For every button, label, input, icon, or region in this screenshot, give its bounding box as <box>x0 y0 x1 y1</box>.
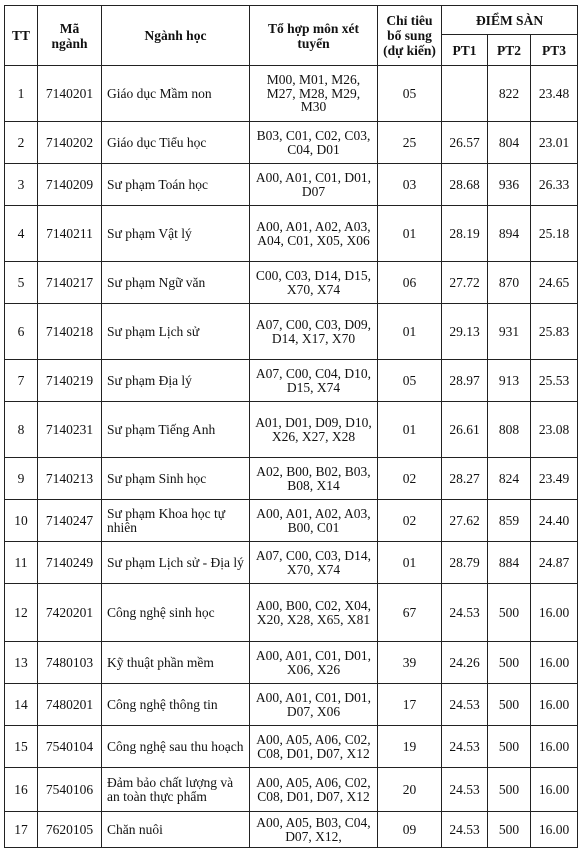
row-pt2: 500 <box>488 812 531 848</box>
row-code: 7140201 <box>38 66 102 122</box>
row-pt3: 23.48 <box>531 66 578 122</box>
row-combo: B03, C01, C02, C03, C04, D01 <box>250 122 378 164</box>
table-row <box>5 500 578 542</box>
row-pt2: 804 <box>488 122 531 164</box>
row-pt3: 16.00 <box>531 642 578 684</box>
row-pt3: 23.49 <box>531 458 578 500</box>
header-pt1: PT1 <box>442 35 488 66</box>
row-name: Sư phạm Khoa học tự nhiên <box>102 500 250 542</box>
row-code: 7140202 <box>38 122 102 164</box>
row-name: Công nghệ thông tin <box>102 684 250 726</box>
row-pt2: 500 <box>488 642 531 684</box>
row-name: Sư phạm Lịch sử - Địa lý <box>102 542 250 584</box>
row-combo: M00, M01, M26, M27, M28, M29, M30 <box>250 66 378 122</box>
row-name: Sư phạm Sinh học <box>102 458 250 500</box>
row-code: 7620105 <box>38 812 102 848</box>
row-tt: 2 <box>5 122 38 164</box>
table-row <box>5 542 578 584</box>
row-pt3: 24.40 <box>531 500 578 542</box>
row-quota: 01 <box>378 206 442 262</box>
row-code: 7540106 <box>38 768 102 812</box>
row-pt2: 500 <box>488 768 531 812</box>
row-code: 7140247 <box>38 500 102 542</box>
row-pt3: 25.83 <box>531 304 578 360</box>
row-combo: A00, A05, A06, C02, C08, D01, D07, X12 <box>250 768 378 812</box>
table-row <box>5 768 578 812</box>
row-name: Công nghệ sinh học <box>102 584 250 642</box>
row-pt1 <box>442 66 488 122</box>
row-quota: 02 <box>378 500 442 542</box>
row-quota: 67 <box>378 584 442 642</box>
table-row <box>5 684 578 726</box>
row-pt2: 936 <box>488 164 531 206</box>
row-combo: A02, B00, B02, B03, B08, X14 <box>250 458 378 500</box>
row-tt: 9 <box>5 458 38 500</box>
row-quota: 05 <box>378 360 442 402</box>
row-code: 7140219 <box>38 360 102 402</box>
row-combo: A07, C00, C03, D09, D14, X17, X70 <box>250 304 378 360</box>
row-quota: 01 <box>378 304 442 360</box>
table-row <box>5 402 578 458</box>
row-pt1: 28.97 <box>442 360 488 402</box>
row-name: Sư phạm Lịch sử <box>102 304 250 360</box>
row-quota: 25 <box>378 122 442 164</box>
row-pt3: 26.33 <box>531 164 578 206</box>
row-name: Đảm bảo chất lượng và an toàn thực phẩm <box>102 768 250 812</box>
row-tt: 5 <box>5 262 38 304</box>
table-row <box>5 726 578 768</box>
row-tt: 7 <box>5 360 38 402</box>
row-tt: 4 <box>5 206 38 262</box>
row-tt: 14 <box>5 684 38 726</box>
row-pt2: 884 <box>488 542 531 584</box>
row-pt1: 24.53 <box>442 726 488 768</box>
row-quota: 17 <box>378 684 442 726</box>
row-name: Sư phạm Toán học <box>102 164 250 206</box>
row-pt2: 500 <box>488 726 531 768</box>
table-row <box>5 812 578 848</box>
row-name: Sư phạm Địa lý <box>102 360 250 402</box>
row-tt: 3 <box>5 164 38 206</box>
row-pt1: 24.53 <box>442 684 488 726</box>
row-quota: 01 <box>378 542 442 584</box>
header-pt2: PT2 <box>488 35 531 66</box>
row-pt1: 24.26 <box>442 642 488 684</box>
row-pt3: 25.18 <box>531 206 578 262</box>
row-tt: 13 <box>5 642 38 684</box>
table-row <box>5 458 578 500</box>
row-combo: A00, A01, C01, D01, D07, X06 <box>250 684 378 726</box>
row-combo: A00, A01, A02, A03, A04, C01, X05, X06 <box>250 206 378 262</box>
row-combo: A00, A01, C01, D01, X06, X26 <box>250 642 378 684</box>
row-pt1: 28.19 <box>442 206 488 262</box>
row-code: 7420201 <box>38 584 102 642</box>
row-tt: 6 <box>5 304 38 360</box>
row-quota: 03 <box>378 164 442 206</box>
row-pt3: 16.00 <box>531 726 578 768</box>
row-combo: A00, A01, A02, A03, B00, C01 <box>250 500 378 542</box>
row-name: Chăn nuôi <box>102 812 250 848</box>
row-tt: 10 <box>5 500 38 542</box>
row-pt3: 25.53 <box>531 360 578 402</box>
row-name: Sư phạm Ngữ văn <box>102 262 250 304</box>
row-tt: 17 <box>5 812 38 848</box>
row-pt2: 500 <box>488 584 531 642</box>
table-row <box>5 206 578 262</box>
table-row <box>5 122 578 164</box>
row-pt1: 28.27 <box>442 458 488 500</box>
row-tt: 11 <box>5 542 38 584</box>
row-tt: 16 <box>5 768 38 812</box>
header-nganh-hoc: Ngành học <box>102 6 250 66</box>
header-ma-nganh: Mã ngành <box>38 6 102 66</box>
row-pt1: 26.57 <box>442 122 488 164</box>
table-row <box>5 360 578 402</box>
row-pt1: 24.53 <box>442 812 488 848</box>
row-pt2: 500 <box>488 684 531 726</box>
row-name: Giáo dục Mầm non <box>102 66 250 122</box>
row-code: 7480103 <box>38 642 102 684</box>
row-quota: 09 <box>378 812 442 848</box>
header-row-top <box>5 6 578 35</box>
row-code: 7140218 <box>38 304 102 360</box>
row-pt3: 23.08 <box>531 402 578 458</box>
row-pt3: 16.00 <box>531 768 578 812</box>
row-pt2: 822 <box>488 66 531 122</box>
row-quota: 06 <box>378 262 442 304</box>
row-combo: A07, C00, C03, D14, X70, X74 <box>250 542 378 584</box>
row-pt1: 26.61 <box>442 402 488 458</box>
row-combo: A01, D01, D09, D10, X26, X27, X28 <box>250 402 378 458</box>
table-row <box>5 584 578 642</box>
row-code: 7140211 <box>38 206 102 262</box>
row-pt3: 16.00 <box>531 812 578 848</box>
admission-table-container <box>4 5 578 848</box>
row-code: 7540104 <box>38 726 102 768</box>
header-to-hop: Tổ hợp môn xét tuyển <box>250 6 378 66</box>
row-name: Sư phạm Vật lý <box>102 206 250 262</box>
row-quota: 02 <box>378 458 442 500</box>
table-row <box>5 304 578 360</box>
table-row <box>5 66 578 122</box>
table-row <box>5 642 578 684</box>
row-pt1: 27.62 <box>442 500 488 542</box>
row-combo: C00, C03, D14, D15, X70, X74 <box>250 262 378 304</box>
header-pt3: PT3 <box>531 35 578 66</box>
row-code: 7480201 <box>38 684 102 726</box>
row-pt2: 870 <box>488 262 531 304</box>
row-code: 7140249 <box>38 542 102 584</box>
row-tt: 8 <box>5 402 38 458</box>
row-pt2: 824 <box>488 458 531 500</box>
row-pt2: 931 <box>488 304 531 360</box>
row-combo: A00, A05, A06, C02, C08, D01, D07, X12 <box>250 726 378 768</box>
row-pt3: 16.00 <box>531 684 578 726</box>
row-name: Sư phạm Tiếng Anh <box>102 402 250 458</box>
row-pt1: 28.79 <box>442 542 488 584</box>
row-combo: A00, B00, C02, X04, X20, X28, X65, X81 <box>250 584 378 642</box>
row-quota: 39 <box>378 642 442 684</box>
row-tt: 15 <box>5 726 38 768</box>
row-quota: 19 <box>378 726 442 768</box>
row-pt2: 808 <box>488 402 531 458</box>
header-chi-tieu: Chỉ tiêu bổ sung (dự kiến) <box>378 6 442 66</box>
row-code: 7140209 <box>38 164 102 206</box>
row-quota: 05 <box>378 66 442 122</box>
row-pt3: 16.00 <box>531 584 578 642</box>
row-code: 7140213 <box>38 458 102 500</box>
row-name: Giáo dục Tiểu học <box>102 122 250 164</box>
row-combo: A07, C00, C04, D10, D15, X74 <box>250 360 378 402</box>
header-diem-san: ĐIỂM SÀN <box>442 6 578 35</box>
row-pt1: 27.72 <box>442 262 488 304</box>
row-pt3: 24.87 <box>531 542 578 584</box>
row-pt3: 24.65 <box>531 262 578 304</box>
row-quota: 20 <box>378 768 442 812</box>
row-pt2: 913 <box>488 360 531 402</box>
row-pt2: 894 <box>488 206 531 262</box>
row-code: 7140231 <box>38 402 102 458</box>
table-row <box>5 262 578 304</box>
row-tt: 12 <box>5 584 38 642</box>
row-combo: A00, A05, B03, C04, D07, X12, <box>250 812 378 848</box>
row-code: 7140217 <box>38 262 102 304</box>
row-pt1: 29.13 <box>442 304 488 360</box>
row-combo: A00, A01, C01, D01, D07 <box>250 164 378 206</box>
row-tt: 1 <box>5 66 38 122</box>
row-name: Kỹ thuật phần mềm <box>102 642 250 684</box>
row-name: Công nghệ sau thu hoạch <box>102 726 250 768</box>
row-pt1: 24.53 <box>442 768 488 812</box>
row-quota: 01 <box>378 402 442 458</box>
table-row <box>5 164 578 206</box>
row-pt1: 28.68 <box>442 164 488 206</box>
row-pt2: 859 <box>488 500 531 542</box>
admission-score-table <box>4 5 578 848</box>
row-pt1: 24.53 <box>442 584 488 642</box>
header-tt: TT <box>5 6 38 66</box>
row-pt3: 23.01 <box>531 122 578 164</box>
